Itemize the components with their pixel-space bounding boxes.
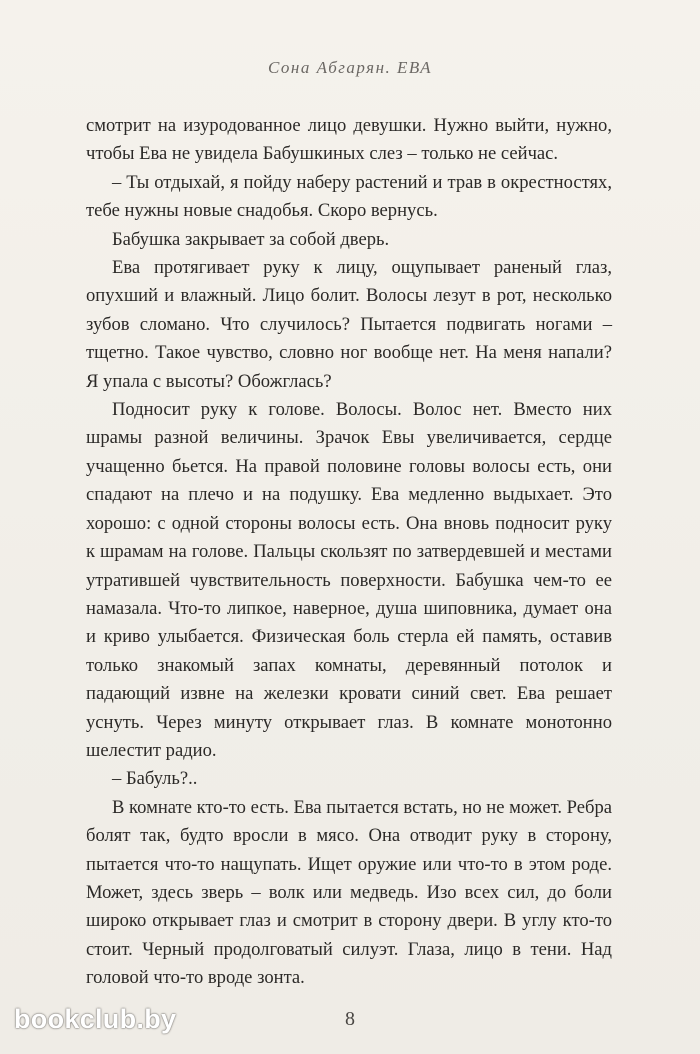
paragraph: Подносит руку к голове. Волосы. Волос нет. Вместо них шрамы разной величины. Зрачок Евы увеличивается, сердце учащенно бьется. На правой половине головы волосы есть, они спадают на плечо и на подушку. Ева медленно выдыхает. Это хорошо: с одной стороны волосы есть. Она вновь подносит руку к шрамам на голове. Пальцы скользят по затвердевшей и местами утратившей чувствительность поверхности. Бабушка чем-то ее намазала. Что-то липкое, наверное, душа шиповника, думает она и криво улыбается. Физическая боль стерла ей память, оставив только знакомый запах комнаты, деревянный потолок и падающий извне на железки кровати синий свет. Ева решает уснуть. Через минуту открывает глаз. В комнате монотонно шелестит радио. xyxy=(86,399,612,761)
paragraph: – Бабуль?.. xyxy=(112,768,198,790)
paragraph: Бабушка закрывает за собой дверь. xyxy=(112,228,390,250)
paragraph: смотрит на изуродованное лицо девушки. Нужно выйти, нужно, чтобы Ева не увидела Бабушкиных слез – только не сейчас. xyxy=(86,115,612,165)
page-number: 8 xyxy=(345,1008,355,1030)
running-header: Сона Абгарян. ЕВА xyxy=(267,58,433,77)
paragraph: Ева протягивает руку к лицу, ощупывает раненый глаз, опухший и влажный. Лицо болит. Волосы лезут в рот, несколько зубов сломано. Что случилось? Пытается подвигать ногами – тщетно. Такое чувство, словно ног вообще нет. На меня напали? Я упала с высоты? Обожглась? xyxy=(86,257,612,392)
paragraph: В комнате кто-то есть. Ева пытается встать, но не может. Ребра болят так, будто вросли в мясо. Она отводит руку в сторону, пытается что-то нащупать. Ищет оружие или что-то в этом роде. Может, здесь зверь – волк или медведь. Изо всех сил, до боли широко открывает глаз и смотрит в сторону двери. В углу кто-то стоит. Черный продолговатый силуэт. Глаза, лицо в тени. Над головой что-то вроде зонта. xyxy=(86,796,612,989)
body-text xyxy=(86,112,612,993)
watermark: bookclub.by xyxy=(14,1004,177,1034)
paragraph: – Ты отдыхай, я пойду наберу растений и трав в окрестностях, тебе нужны новые снадобья. Скоро вернусь. xyxy=(86,171,612,222)
